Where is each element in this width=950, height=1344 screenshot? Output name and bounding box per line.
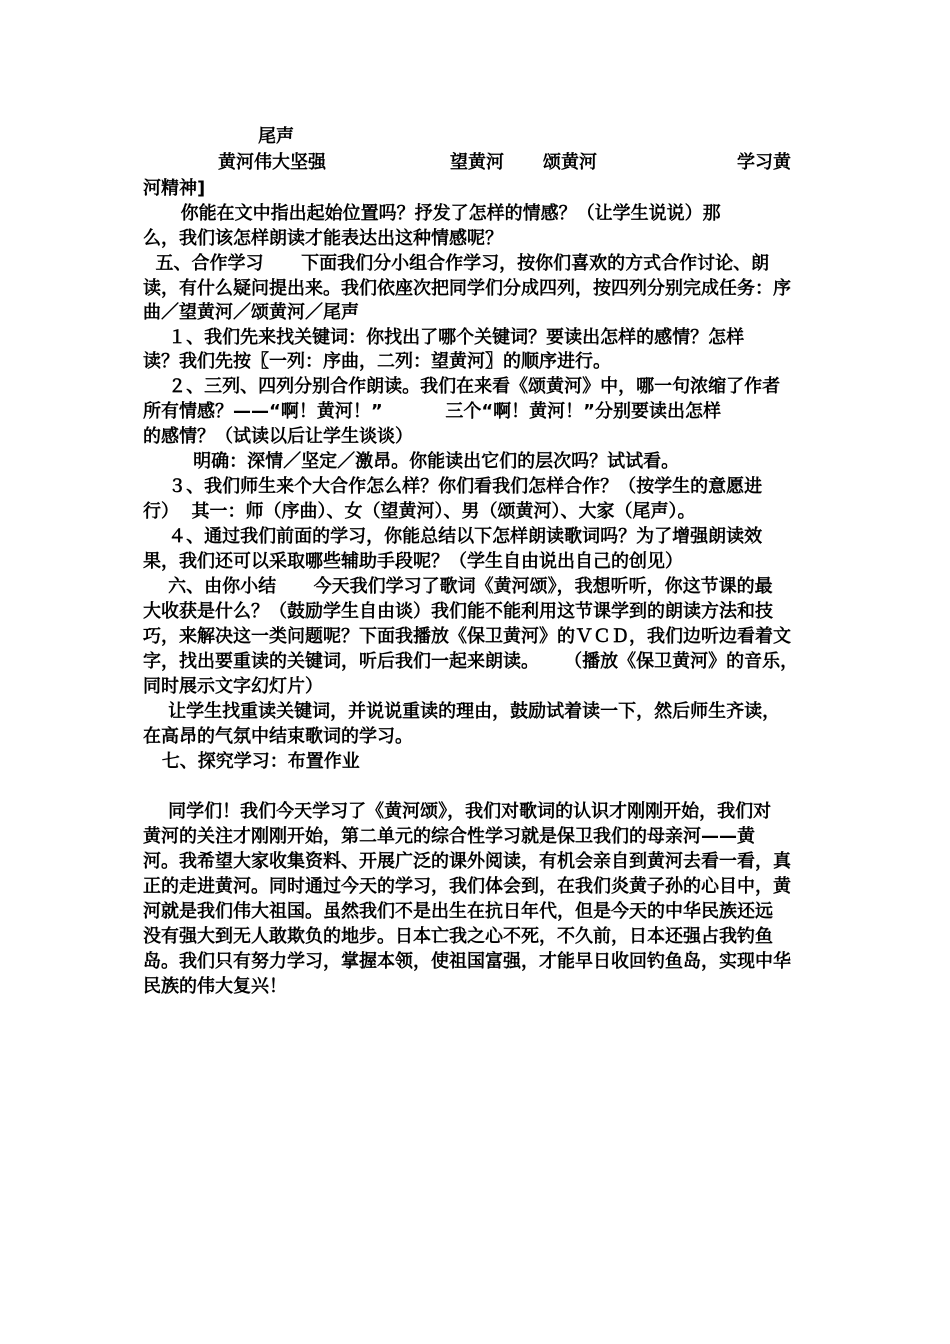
paragraph-line: 巧，来解决这一类问题呢？下面我播放《保卫黄河》的ＶＣＤ，我们边听边看着文 [143,626,791,647]
section-heading: 六、由你小结 今天我们学习了歌词《黄河颂》，我想听听，你这节课的最 [143,576,773,597]
paragraph-line: 民族的伟大复兴！ [143,976,287,997]
paragraph-line: 明确：深情／坚定／激昂。你能读出它们的层次吗？试试看。 [143,451,680,472]
paragraph-line: 河就是我们伟大祖国。虽然我们不是出生在抗日年代，但是今天的中华民族还远 [143,901,773,922]
outline-coda: 尾声 [258,126,294,147]
outline-col2: 望黄河 [450,152,504,173]
paragraph-line: 曲／望黄河／颂黄河／尾声 [143,302,359,323]
paragraph-line: 黄河的关注才刚刚开始，第二单元的综合性学习就是保卫我们的母亲河——黄 [143,826,755,847]
paragraph-line: 河。我希望大家收集资料、开展广泛的课外阅读，有机会亲自到黄河去看一看，真 [143,851,791,872]
paragraph-line: 行） 其一：师（序曲）、女（望黄河）、男（颂黄河）、大家（尾声）。 [143,501,696,522]
outline-col1: 黄河伟大坚强 [218,152,326,173]
paragraph-line: 果，我们还可以采取哪些辅助手段呢？（学生自由说出自己的创见） [143,551,683,572]
section-heading: 七、探究学习：布置作业 [143,751,360,772]
paragraph-line: １、我们先来找关键词：你找出了哪个关键词？要读出怎样的感情？怎样 [143,327,745,348]
paragraph-line: ４、通过我们前面的学习，你能总结以下怎样朗读歌词吗？为了增强朗读效 [143,526,763,547]
outline-col4: 学习黄 [737,152,791,173]
paragraph-line: 么，我们该怎样朗读才能表达出这种情感呢？ [143,228,503,249]
paragraph-line: 在高昂的气氛中结束歌词的学习。 [143,726,413,747]
paragraph-line: ３、我们师生来个大合作怎么样？你们看我们怎样合作？（按学生的意愿进 [143,476,763,497]
paragraph-line: 同时展示文字幻灯片） [143,676,323,697]
paragraph-line: 的感情？（试读以后让学生谈谈） [143,426,413,447]
paragraph-line: 岛。我们只有努力学习，掌握本领，使祖国富强，才能早日收回钓鱼岛，实现中华 [143,951,791,972]
outline-col3: 颂黄河 [543,152,597,173]
paragraph-line: 没有强大到无人敢欺负的地步。日本亡我之心不死，不久前，日本还强占我钓鱼 [143,926,773,947]
paragraph-line: 同学们！我们今天学习了《黄河颂》，我们对歌词的认识才刚刚开始，我们对 [143,801,772,822]
section-heading: 五、合作学习 下面我们分小组合作学习，按你们喜欢的方式合作讨论、朗 [143,253,770,274]
paragraph-line: 大收获是什么？（鼓励学生自由谈）我们能不能利用这节课学到的朗读方法和技 [143,601,773,622]
paragraph-line: 字，找出要重读的关键词，听后我们一起来朗读。 （播放《保卫黄河》的音乐， [143,651,799,672]
paragraph-line: 读？我们先按〖一列：序曲，二列：望黄河〗的顺序进行。 [143,351,611,372]
paragraph-line: 所有情感？——“啊！黄河！” 三个“啊！黄河！”分别要读出怎样 [143,401,721,422]
paragraph-line: 读，有什么疑问提出来。我们依座次把同学们分成四列，按四列分别完成任务：序 [143,278,791,299]
paragraph-line: 正的走进黄河。同时通过今天的学习，我们体会到，在我们炎黄子孙的心目中，黄 [143,876,791,897]
paragraph-line: 你能在文中指出起始位置吗？抒发了怎样的情感？（让学生说说）那 [143,203,721,224]
outline-col4-cont: 河精神] [143,178,206,199]
paragraph-line: ２、三列、四列分别合作朗读。我们在来看《颂黄河》中，哪一句浓缩了作者 [143,376,781,397]
paragraph-line: 让学生找重读关键词，并说说重读的理由，鼓励试着读一下，然后师生齐读， [143,701,781,722]
